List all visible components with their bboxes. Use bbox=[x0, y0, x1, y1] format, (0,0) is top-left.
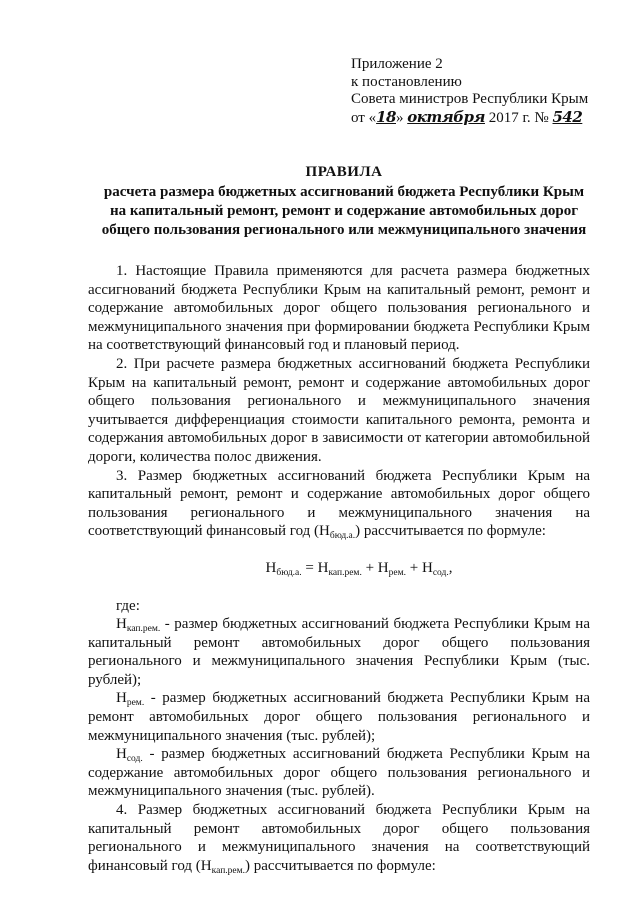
date-year: 2017 г. № bbox=[484, 109, 553, 126]
formula-term-2-subscript: рем. bbox=[388, 567, 406, 578]
paragraph-3-symbol-subscript: бюд.а. bbox=[329, 531, 356, 542]
paragraph-4-tail: ) рассчитывается по формуле: bbox=[245, 857, 436, 874]
formula-term-3-subscript: сод. bbox=[432, 567, 449, 578]
definition-3-subscript: сод. bbox=[126, 754, 143, 765]
paragraph-3-tail: ) рассчитывается по формуле: bbox=[355, 523, 546, 540]
definition-1-subscript: кап.рем. bbox=[126, 624, 161, 635]
paragraph-3-symbol: Н bbox=[319, 523, 330, 540]
paragraph-1: 1. Настоящие Правила применяются для расчета размера бюджетных ассигнований бюджета Республики Крым на капитальный ремонт, ремонт и содержание автомобильных дорог общего пользования регионального и межмуниципального значения при формировании бюджета Республики Крым на соответствующий финансовый год и плановый период. bbox=[88, 263, 590, 354]
definition-2-text: - размер бюджетных ассигнований бюджета Республики Крым на ремонт автомобильных дорог общего пользования регионального и межмуниципального значения (тыс. рублей); bbox=[88, 690, 590, 744]
formula-term-1: Н bbox=[317, 559, 329, 576]
paragraph-4-symbol-subscript: кап.рем. bbox=[211, 865, 246, 876]
definition-2-subscript: рем. bbox=[126, 698, 145, 709]
definition-3 bbox=[88, 745, 590, 801]
definition-1-symbol: Н bbox=[116, 616, 127, 633]
formula-end: , bbox=[448, 559, 453, 576]
rules-subtitle-line-1: расчета размера бюджетных ассигнований бюджета Республики Крым bbox=[103, 184, 585, 200]
date-mid: » bbox=[395, 109, 408, 126]
definition-2-symbol: Н bbox=[116, 690, 127, 707]
formula-term-3: Н bbox=[421, 559, 433, 576]
rules-subtitle-line-2: на капитальный ремонт, ремонт и содержание автомобильных дорог bbox=[109, 203, 579, 219]
where-label: где: bbox=[116, 597, 140, 614]
paragraph-3 bbox=[88, 467, 590, 541]
formula-term-1-subscript: кап.рем. bbox=[328, 567, 362, 578]
date-day-handwritten: 18 bbox=[376, 107, 396, 126]
annex-line-3: Совета министров Республики Крым bbox=[351, 91, 589, 107]
paragraph-3-text: 3. Размер бюджетных ассигнований бюджета Республики Крым на капитальный ремонт, ремонт и содержание автомобильных дорог общего пользования регионального и межмуниципального значения на соответствующий финансовый год ( bbox=[88, 467, 590, 540]
formula-term-2: Н bbox=[377, 559, 389, 576]
date-month-handwritten: октября bbox=[407, 107, 485, 126]
formula-plus-2: + bbox=[406, 559, 422, 576]
annex-line-1: Приложение 2 bbox=[351, 56, 443, 72]
formula-lhs: Н bbox=[265, 559, 277, 576]
definition-3-symbol: Н bbox=[116, 746, 127, 763]
rules-title: ПРАВИЛА bbox=[305, 164, 383, 180]
annex-line-2: к постановлению bbox=[351, 73, 462, 90]
document-number-handwritten: 542 bbox=[552, 107, 583, 126]
paragraph-4-text: 4. Размер бюджетных ассигнований бюджета Республики Крым на капитальный ремонт автомобильных дорог общего пользования регионального и межмуниципального значения на соответствующий финансовый год ( bbox=[88, 802, 590, 874]
formula-total bbox=[88, 559, 590, 578]
paragraph-4-symbol: Н bbox=[200, 857, 212, 874]
date-prefix: от « bbox=[351, 109, 377, 126]
formula-equals: = bbox=[301, 559, 318, 576]
formula-plus-1: + bbox=[361, 559, 378, 576]
definition-2 bbox=[88, 689, 590, 745]
definition-1 bbox=[88, 615, 590, 689]
paragraph-4 bbox=[88, 801, 590, 875]
formula-lhs-subscript: бюд.а. bbox=[276, 567, 302, 578]
definition-3-text: - размер бюджетных ассигнований бюджета Республики Крым на содержание автомобильных дорог общего пользования регионального и межмуниципального значения (тыс. рублей). bbox=[88, 746, 590, 800]
definition-1-text: - размер бюджетных ассигнований бюджета Республики Крым на капитальный ремонт автомобильных дорог общего пользования регионального и межмуниципального значения Республики Крым (тыс. рублей); bbox=[88, 616, 590, 688]
annex-header bbox=[351, 56, 588, 127]
rules-subtitle-line-3: общего пользования регионального или межмуниципального значения bbox=[101, 222, 587, 238]
rules-title-block bbox=[95, 163, 593, 240]
document-body bbox=[88, 262, 590, 875]
annex-date-line bbox=[351, 109, 588, 128]
paragraph-2: 2. При расчете размера бюджетных ассигнований бюджета Республики Крым на капитальный ремонт, ремонт и содержание автомобильных дорог общего пользования регионального и межмуниципального значения учитывается дифференциация стоимости капитального ремонта, ремонта и содержания автомобильных дорог в зависимости от категории автомобильной дороги, количества полос движения. bbox=[88, 355, 590, 465]
